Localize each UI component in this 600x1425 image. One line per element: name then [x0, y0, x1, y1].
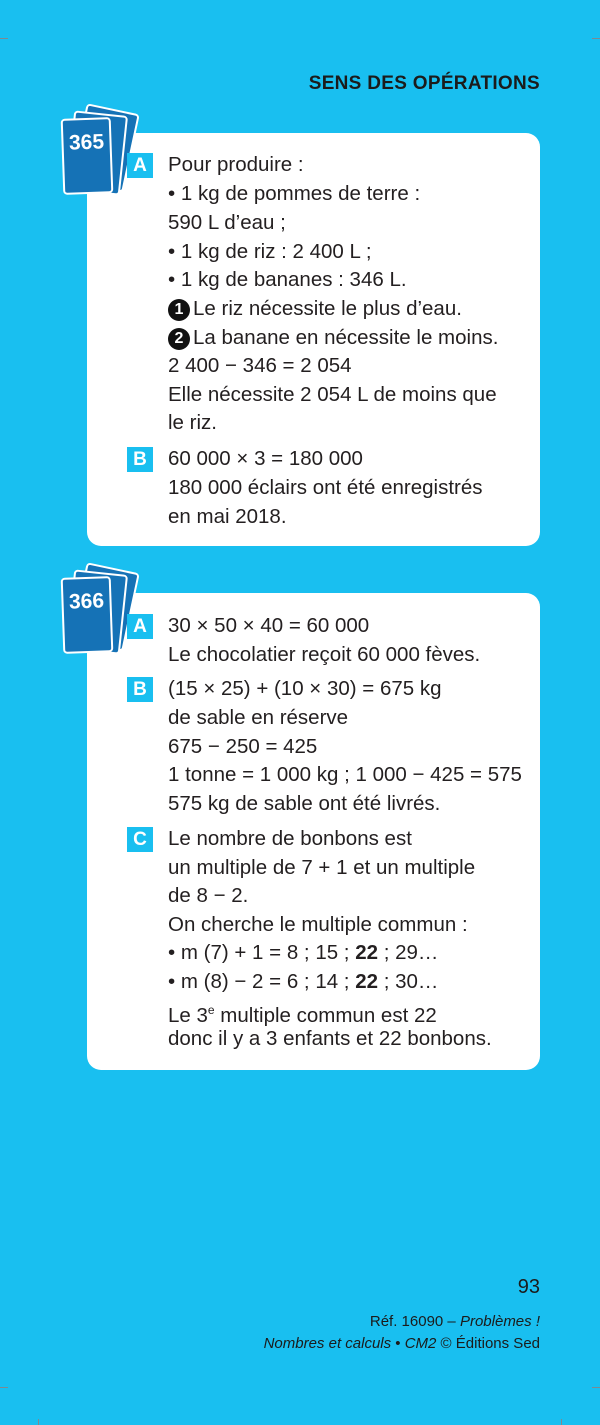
- text-segment: ; 30…: [378, 970, 439, 993]
- answer-line-2: [168, 324, 498, 352]
- crop-mark: [0, 1387, 8, 1388]
- text-line: de 8 − 2.: [168, 884, 249, 907]
- crop-mark: [0, 38, 8, 39]
- text-line: 2 400 − 346 = 2 054: [168, 354, 352, 377]
- multiples-line-8: [168, 968, 438, 996]
- text-line: 180 000 éclairs ont été enregistrés: [168, 476, 483, 499]
- part-letter-C: C: [127, 827, 153, 852]
- ref-publisher: © Éditions Sed: [436, 1335, 540, 1352]
- text-line: Pour produire :: [168, 153, 304, 176]
- text-line: • 1 kg de riz : 2 400 L ;: [168, 240, 372, 263]
- answer-number-2-icon: 2: [168, 328, 190, 350]
- text-line: 30 × 50 × 40 = 60 000: [168, 614, 370, 637]
- text-line: le riz.: [168, 411, 217, 434]
- common-multiple-bold: 22: [355, 970, 379, 993]
- text-line: On cherche le multiple commun :: [168, 913, 468, 936]
- exercise-card-deck-icon: [60, 567, 126, 663]
- answer-line-1: [168, 295, 462, 323]
- text-line: (15 × 25) + (10 × 30) = 675 kg: [168, 677, 442, 700]
- ordinal-superscript: e: [207, 1003, 215, 1017]
- exercise-number-366: 366: [61, 576, 114, 654]
- text-line: 575 kg de sable ont été livrés.: [168, 792, 441, 815]
- exercise-number-365: 365: [61, 117, 114, 195]
- text-segment: ; 29…: [378, 941, 439, 964]
- ref-title: Problèmes !: [459, 1313, 540, 1330]
- ref-bullet: •: [391, 1335, 405, 1352]
- crop-mark: [561, 1419, 562, 1425]
- text-segment: • m (8) − 2 = 6 ; 14 ;: [168, 970, 356, 993]
- part-letter-A: A: [127, 614, 153, 639]
- answer-number-1-icon: 1: [168, 299, 190, 321]
- book-reference-line-2: [264, 1335, 540, 1352]
- section-title: SENS DES OPÉRATIONS: [308, 73, 540, 94]
- text-line: en mai 2018.: [168, 505, 287, 528]
- text-segment: Le 3: [168, 1003, 208, 1027]
- text-line: Le nombre de bonbons est: [168, 827, 412, 850]
- text-line: • 1 kg de pommes de terre :: [168, 182, 421, 205]
- exercise-card-deck-icon: [60, 108, 126, 204]
- crop-mark: [592, 38, 600, 39]
- page-number: 93: [517, 1276, 540, 1298]
- common-multiple-bold: 22: [355, 941, 379, 964]
- text-line: un multiple de 7 + 1 et un multiple: [168, 856, 476, 879]
- answer-text: La banane en nécessite le moins.: [193, 326, 499, 349]
- part-letter-A: A: [127, 153, 153, 178]
- text-line: 60 000 × 3 = 180 000: [168, 447, 363, 470]
- ref-subtitle: Nombres et calculs: [263, 1335, 392, 1352]
- book-reference-line-1: [370, 1313, 540, 1330]
- text-line: 1 tonne = 1 000 kg ; 1 000 − 425 = 575: [168, 763, 522, 786]
- text-line: 675 − 250 = 425: [168, 735, 318, 758]
- text-line: 590 L d’eau ;: [168, 211, 286, 234]
- answer-text: Le riz nécessite le plus d’eau.: [193, 297, 462, 320]
- text-line: de sable en réserve: [168, 706, 349, 729]
- crop-mark: [592, 1387, 600, 1388]
- text-line: Elle nécessite 2 054 L de moins que: [168, 383, 497, 406]
- text-line: Le chocolatier reçoit 60 000 fèves.: [168, 643, 481, 666]
- part-letter-B: B: [127, 677, 153, 702]
- crop-mark: [38, 1419, 39, 1425]
- ref-level: CM2: [404, 1335, 437, 1352]
- text-line: • 1 kg de bananes : 346 L.: [168, 268, 407, 291]
- ref-prefix: Réf. 16090 –: [369, 1313, 460, 1330]
- part-letter-B: B: [127, 447, 153, 472]
- text-segment: • m (7) + 1 = 8 ; 15 ;: [168, 941, 356, 964]
- text-line: donc il y a 3 enfants et 22 bonbons.: [168, 1027, 492, 1050]
- text-segment: multiple commun est 22: [214, 1003, 437, 1027]
- multiples-line-7: [168, 939, 438, 967]
